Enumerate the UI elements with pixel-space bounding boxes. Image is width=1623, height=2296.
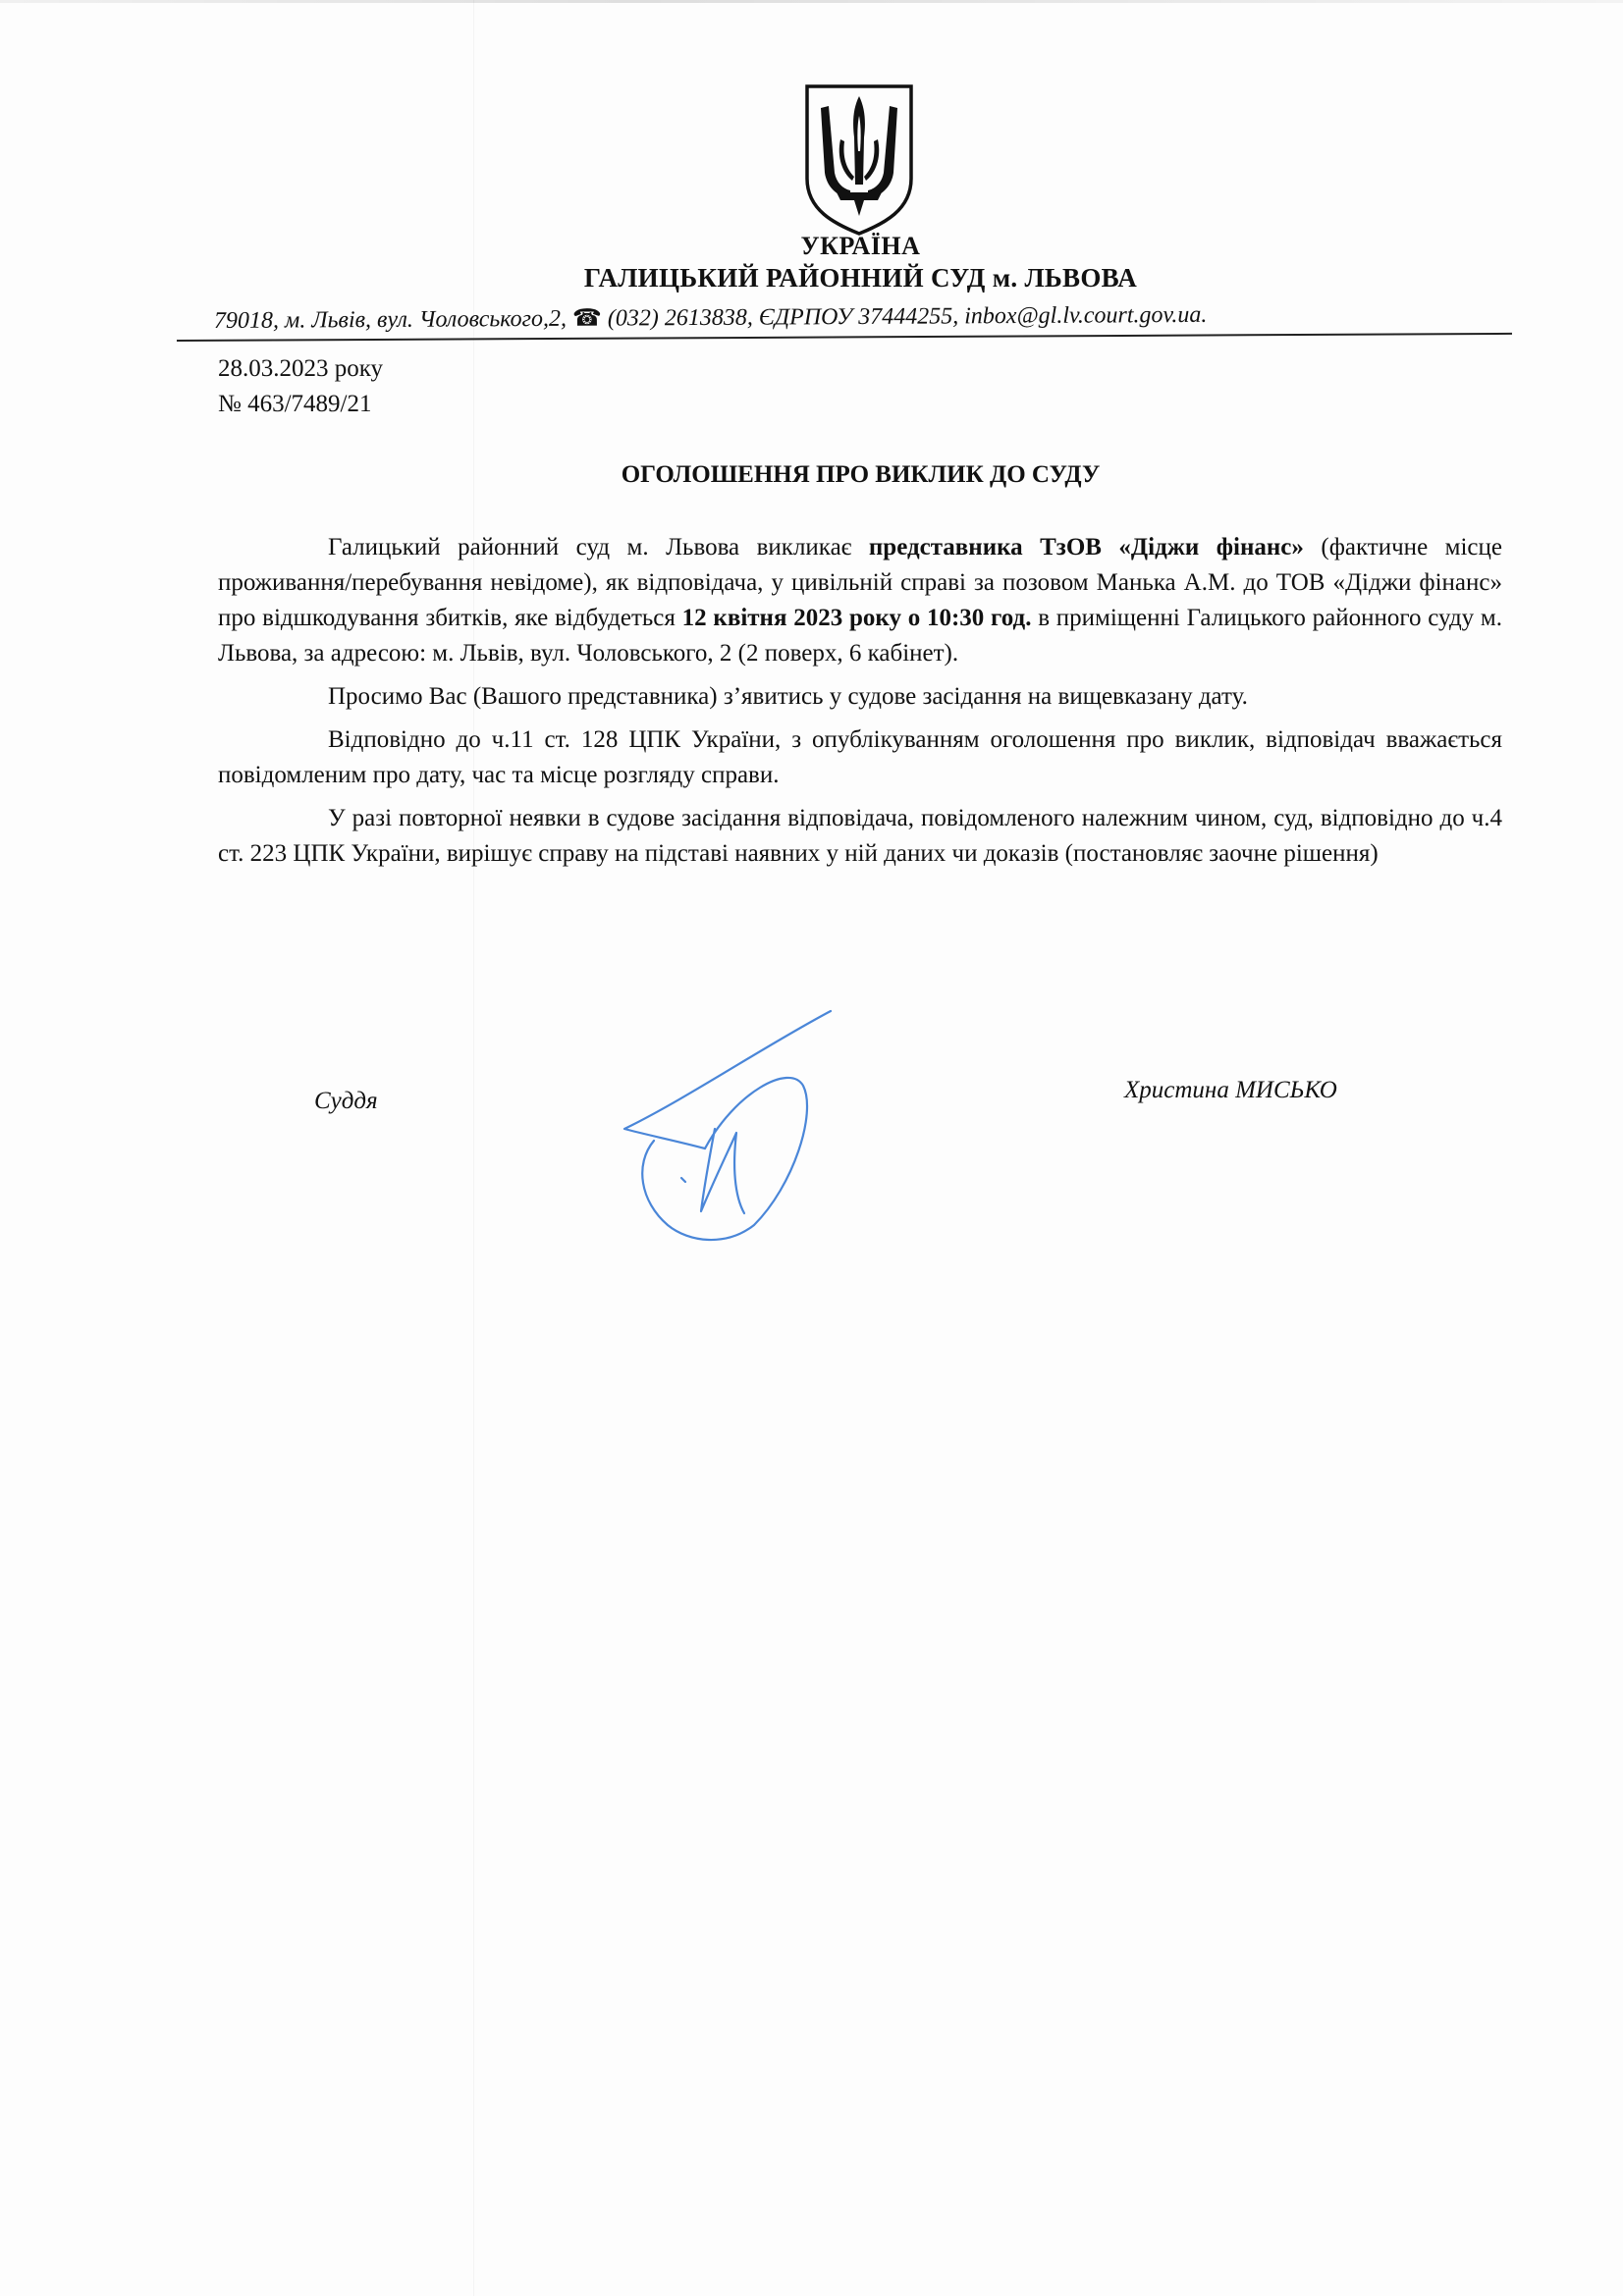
- signatory-name: Христина МИСЬКО: [1124, 1077, 1337, 1103]
- document-body: [218, 530, 1502, 880]
- summons-text: Галицький районний суд м. Львова викликає: [328, 534, 869, 561]
- paragraph-request: Просимо Вас (Вашого представника) з’явитись у судове засідання на вищевказану дату.: [328, 683, 1248, 710]
- address-text: 79018, м. Львів, вул. Чоловського,2,: [213, 305, 573, 334]
- document-title: ОГОЛОШЕННЯ ПРО ВИКЛИК ДО СУДУ: [621, 461, 1101, 488]
- trident-coat-of-arms-icon: [801, 82, 917, 238]
- signatory-role: Суддя: [314, 1088, 378, 1114]
- case-number: № 463/7489/21: [218, 391, 372, 417]
- header-divider: [177, 333, 1512, 342]
- hearing-datetime: 12 квітня 2023 року о 10:30 год.: [681, 605, 1032, 631]
- phone-icon: ☎: [571, 305, 602, 332]
- header-country: УКРАЇНА: [800, 232, 921, 260]
- scan-edge: [0, 0, 1623, 3]
- paper-crease: [473, 0, 474, 2296]
- paragraph-default-judgment: У разі повторної неявки в судове засідання відповідача, повідомленого належним чином, суд, відповідно до ч.4 ст. 223 ЦПК України, вирішує справу на підставі наявних у ній даних чи доказів (постановляє заочне рішення): [218, 805, 1502, 867]
- address-contacts: (032) 2613838, ЄДРПОУ 37444255, inbox@gl.lv.court.gov.ua.: [601, 301, 1208, 332]
- header-court-name: ГАЛИЦЬКИЙ РАЙОННИЙ СУД м. ЛЬВОВА: [583, 263, 1138, 293]
- summons-details: (фактичне місце проживання/перебування невідоме), як відповідача, у цивільній справі за позовом Манька А.М. до ТОВ «Діджи фінанс» про відшкодування збитків, яке відбудеться: [218, 534, 1502, 631]
- document-date: 28.03.2023 року: [218, 355, 384, 382]
- hearing-location: в приміщенні Галицького районного суду м. Львова, за адресою: м. Львів, вул. Чоловського, 2 (2 поверх, 6 кабінет).: [218, 605, 1503, 667]
- paragraph-summons: [218, 530, 1502, 671]
- summoned-party: представника ТзОВ «Діджи фінанс»: [868, 534, 1304, 561]
- handwritten-signature: [607, 1003, 847, 1258]
- header-address: [214, 298, 1490, 335]
- paragraph-legal-basis: Відповідно до ч.11 ст. 128 ЦПК України, з опублікуванням оголошення про виклик, відповідач вважається повідомленим про дату, час та місце розгляду справи.: [218, 726, 1502, 788]
